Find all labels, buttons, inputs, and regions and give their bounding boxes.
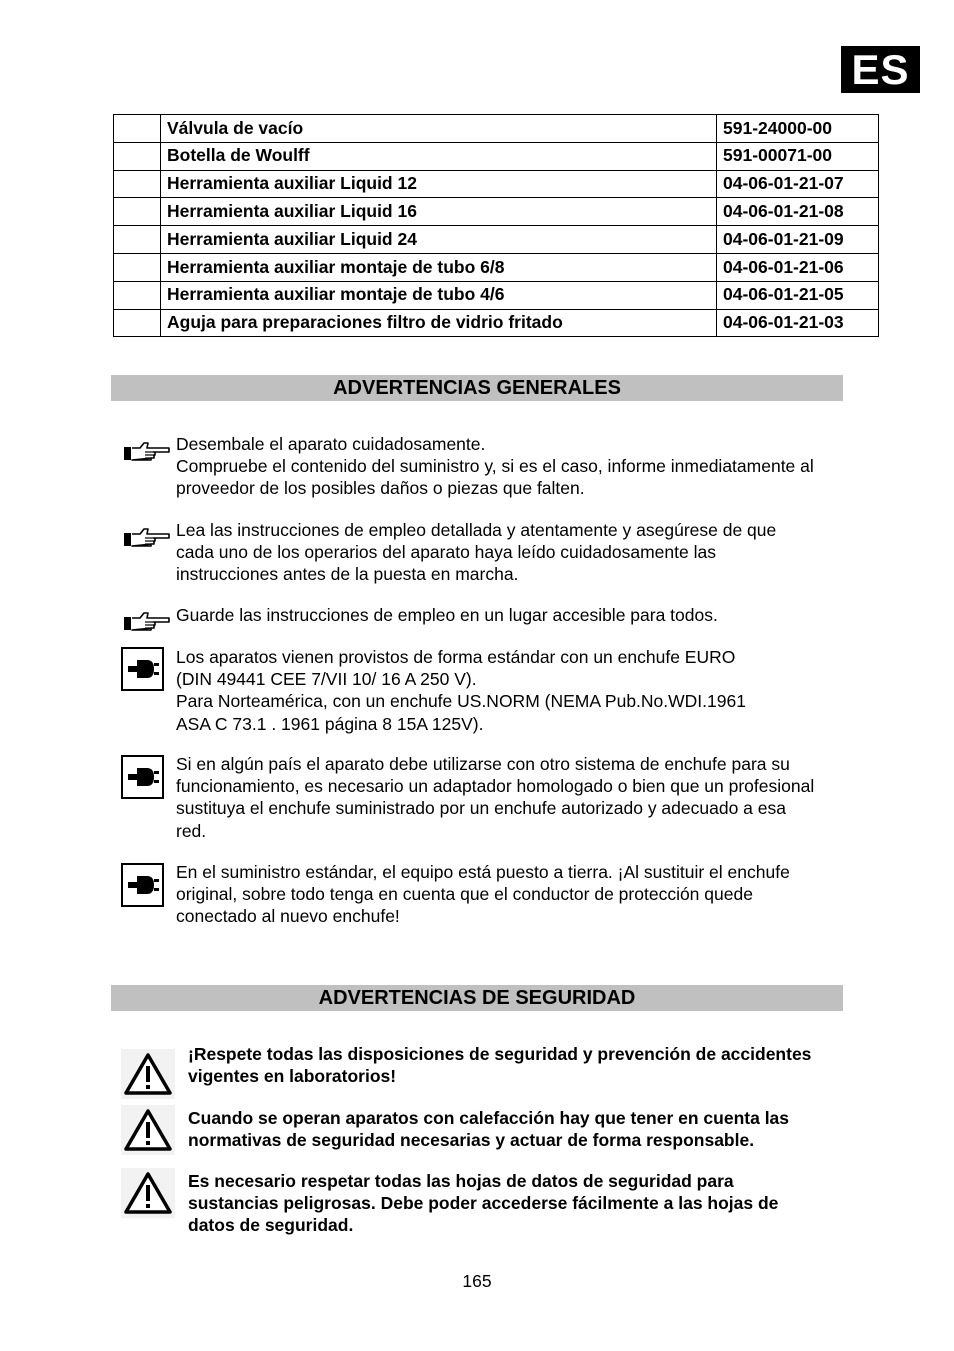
note-line: vigentes en laboratorios! — [188, 1066, 397, 1087]
table-row — [114, 115, 879, 143]
general-warning-adapter — [176, 753, 886, 842]
part-description: Herramienta auxiliar Liquid 12 — [161, 170, 717, 198]
general-warning-keep-instructions — [176, 604, 886, 626]
note-line: funcionamiento, es necesario un adaptador homologado o bien que un profesional — [176, 776, 815, 797]
part-description: Botella de Woulff — [161, 142, 717, 170]
note-line: Desembale el aparato cuidadosamente. — [176, 434, 486, 454]
table-cell-blank — [114, 309, 161, 337]
pointing-hand-icon — [123, 440, 171, 469]
note-line: sustancias peligrosas. Debe poder accederse fácilmente a las hojas de — [188, 1193, 779, 1214]
table-cell-blank — [114, 142, 161, 170]
part-description: Aguja para preparaciones filtro de vidrio fritado — [161, 309, 717, 337]
table-cell-blank — [114, 170, 161, 198]
language-badge: ES — [841, 46, 920, 93]
table-row — [114, 309, 879, 337]
note-line: Cuando se operan aparatos con calefacción hay que tener en cuenta las — [188, 1108, 790, 1128]
note-line: En el suministro estándar, el equipo está puesto a tierra. ¡Al sustituir el enchufe — [176, 862, 790, 882]
note-line: Compruebe el contenido del suministro y, si es el caso, informe inmediatamente al — [176, 456, 814, 477]
table-cell-blank — [114, 198, 161, 226]
part-code: 04-06-01-21-05 — [717, 281, 879, 309]
note-line: Para Norteamérica, con un enchufe US.NORM (NEMA Pub.No.WDI.1961 — [176, 691, 746, 712]
parts-table — [113, 114, 879, 337]
note-line: cada uno de los operarios del aparato haya leído cuidadosamente las — [176, 542, 716, 563]
safety-warning-heating — [188, 1107, 888, 1151]
safety-warning-data-sheets — [188, 1170, 888, 1237]
note-line: ¡Respete todas las disposiciones de seguridad y prevención de accidentes — [188, 1044, 812, 1064]
plug-icon — [121, 647, 164, 696]
table-row — [114, 198, 879, 226]
note-line: (DIN 49441 CEE 7/VII 10/ 16 A 250 V). — [176, 669, 477, 690]
note-line: proveedor de los posibles daños o piezas que falten. — [176, 478, 585, 499]
table-cell-blank — [114, 281, 161, 309]
table-row — [114, 253, 879, 281]
warning-triangle-icon — [121, 1105, 175, 1160]
note-line: Los aparatos vienen provistos de forma estándar con un enchufe EURO — [176, 647, 736, 667]
part-code: 591-00071-00 — [717, 142, 879, 170]
table-row — [114, 226, 879, 254]
pointing-hand-icon — [123, 526, 171, 555]
table-cell-blank — [114, 115, 161, 143]
part-code: 591-24000-00 — [717, 115, 879, 143]
note-line: sustituya el enchufe suministrado por un enchufe autorizado y adecuado a esa — [176, 798, 786, 819]
note-line: Es necesario respetar todas las hojas de datos de seguridad para — [188, 1171, 734, 1191]
plug-icon — [121, 755, 164, 804]
note-line: normativas de seguridad necesarias y actuar de forma responsable. — [188, 1130, 755, 1151]
general-warning-euro-plug — [176, 646, 886, 735]
pointing-hand-icon — [123, 610, 171, 639]
note-line: ASA C 73.1 . 1961 página 8 15A 125V). — [176, 713, 484, 734]
part-description: Válvula de vacío — [161, 115, 717, 143]
part-code: 04-06-01-21-07 — [717, 170, 879, 198]
note-line: Lea las instrucciones de empleo detallada y atentamente y asegúrese de que — [176, 520, 777, 540]
page-number: 165 — [462, 1271, 492, 1291]
table-cell-blank — [114, 226, 161, 254]
part-code: 04-06-01-21-06 — [717, 253, 879, 281]
table-row — [114, 142, 879, 170]
plug-icon — [121, 863, 164, 912]
part-description: Herramienta auxiliar Liquid 16 — [161, 198, 717, 226]
part-code: 04-06-01-21-08 — [717, 198, 879, 226]
note-line: red. — [176, 820, 207, 841]
part-code: 04-06-01-21-09 — [717, 226, 879, 254]
note-line: original, sobre todo tenga en cuenta que el conductor de protección quede — [176, 884, 753, 905]
part-code: 04-06-01-21-03 — [717, 309, 879, 337]
note-line: datos de seguridad. — [188, 1215, 354, 1236]
table-cell-blank — [114, 253, 161, 281]
part-description: Herramienta auxiliar montaje de tubo 4/6 — [161, 281, 717, 309]
warning-triangle-icon — [121, 1168, 175, 1223]
general-warning-grounding — [176, 861, 886, 928]
section-title-safety-warnings: ADVERTENCIAS DE SEGURIDAD — [111, 985, 843, 1011]
general-warning-unpack — [176, 433, 886, 500]
table-row — [114, 170, 879, 198]
note-line: conectado al nuevo enchufe! — [176, 906, 400, 927]
note-line: instrucciones antes de la puesta en marcha. — [176, 564, 519, 585]
note-line: Si en algún país el aparato debe utilizarse con otro sistema de enchufe para su — [176, 754, 790, 774]
table-row — [114, 281, 879, 309]
note-line: Guarde las instrucciones de empleo en un lugar accesible para todos. — [176, 605, 718, 625]
general-warning-read-instructions — [176, 519, 886, 586]
part-description: Herramienta auxiliar montaje de tubo 6/8 — [161, 253, 717, 281]
section-title-general-warnings: ADVERTENCIAS GENERALES — [111, 375, 843, 401]
warning-triangle-icon — [121, 1049, 175, 1104]
part-description: Herramienta auxiliar Liquid 24 — [161, 226, 717, 254]
safety-warning-regulations — [188, 1043, 888, 1087]
